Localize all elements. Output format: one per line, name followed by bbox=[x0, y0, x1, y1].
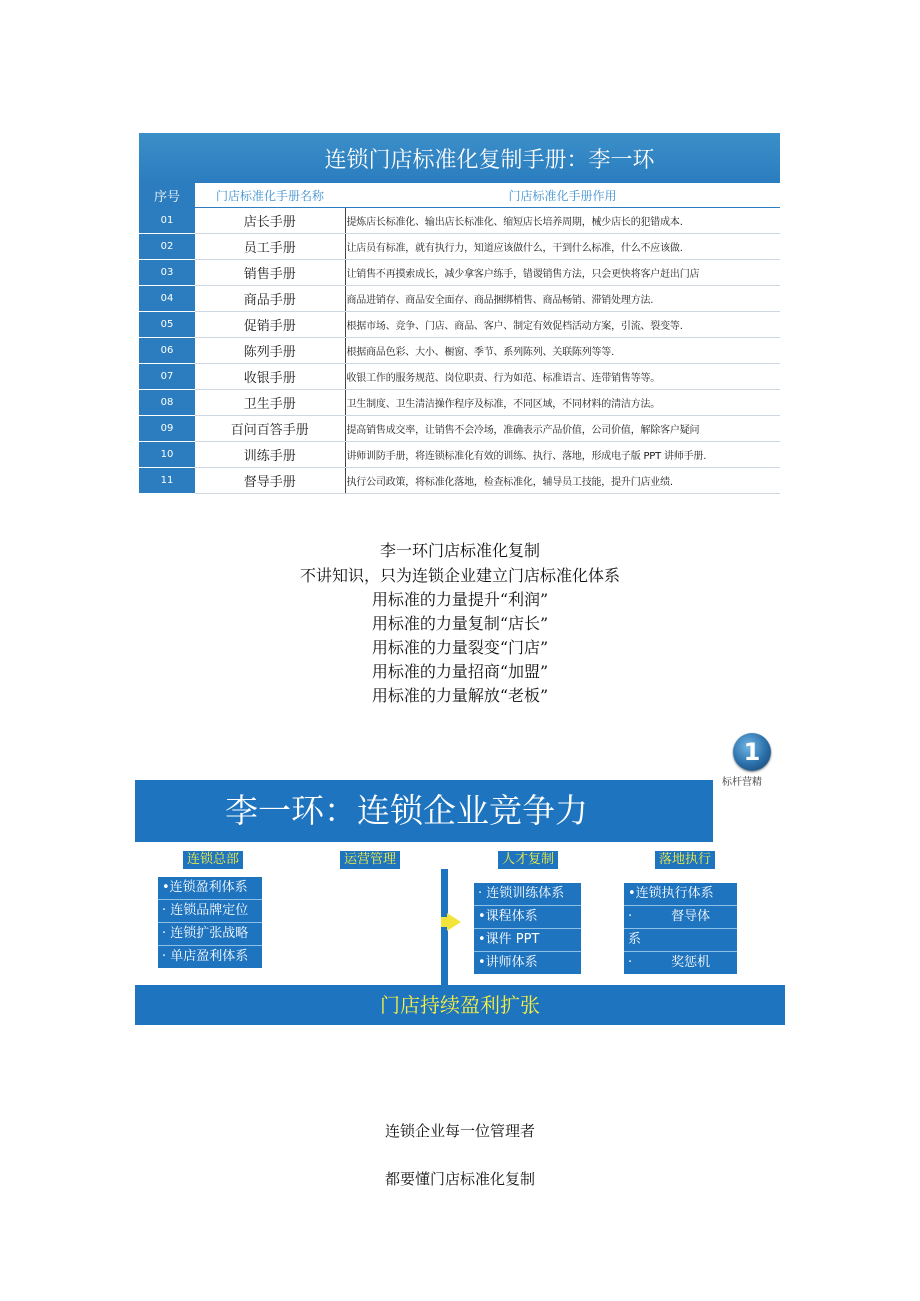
row-manual-use: 卫生制度、卫生清洁操作程序及标准，不同区域，不同材料的清洁方法。 bbox=[345, 390, 780, 416]
row-manual-name: 店长手册 bbox=[195, 208, 345, 234]
row-manual-name: 商品手册 bbox=[195, 286, 345, 312]
closing-line: 都要懂门店标准化复制 bbox=[384, 1170, 535, 1188]
column-label-execution: 落地执行 bbox=[655, 851, 715, 869]
row-manual-name: 促销手册 bbox=[195, 312, 345, 338]
table-row bbox=[139, 338, 780, 364]
header-use: 门店标准化手册作用 bbox=[345, 183, 780, 208]
intro-line: 用标准的力量解放“老板” bbox=[371, 686, 549, 705]
box-talent bbox=[474, 883, 581, 974]
closing-line: 连锁企业每一位管理者 bbox=[384, 1122, 535, 1140]
row-number: 02 bbox=[139, 234, 195, 260]
intro-line: 用标准的力量复制“店长” bbox=[371, 614, 549, 633]
diagram-title: 李一环：连锁企业竞争力 bbox=[135, 780, 713, 842]
box-item: · 连锁训练体系 bbox=[474, 883, 581, 906]
table-header-row bbox=[139, 183, 780, 208]
box-item: 系 bbox=[624, 929, 737, 952]
row-manual-name: 百问百答手册 bbox=[195, 416, 345, 442]
number-badge-icon: 1 bbox=[733, 733, 771, 771]
table-row bbox=[139, 286, 780, 312]
row-number: 11 bbox=[139, 468, 195, 494]
row-manual-use: 执行公司政策，将标准化落地，检查标准化，辅导员工技能，提升门店业绩. bbox=[345, 468, 780, 494]
row-manual-name: 督导手册 bbox=[195, 468, 345, 494]
row-manual-use: 提炼店长标准化、输出店长标准化、缩短店长培养周期，械少店长的犯错成本. bbox=[345, 208, 780, 234]
row-manual-name: 收银手册 bbox=[195, 364, 345, 390]
box-item: •课程体系 bbox=[474, 906, 581, 929]
row-number: 06 bbox=[139, 338, 195, 364]
row-number: 09 bbox=[139, 416, 195, 442]
table-title-row bbox=[139, 133, 780, 183]
table-title: 连锁门店标准化复制手册：李一环 bbox=[139, 133, 780, 183]
intro-line: 用标准的力量提升“利润” bbox=[371, 590, 549, 609]
header-no: 序号 bbox=[139, 183, 195, 208]
row-number: 08 bbox=[139, 390, 195, 416]
table-row bbox=[139, 364, 780, 390]
row-number: 10 bbox=[139, 442, 195, 468]
row-manual-name: 销售手册 bbox=[195, 260, 345, 286]
intro-line: 李一环门店标准化复制 bbox=[379, 541, 540, 560]
intro-line: 用标准的力量招商“加盟” bbox=[371, 662, 549, 681]
table-body bbox=[139, 208, 780, 494]
box-item: •课件 PPT bbox=[474, 929, 581, 952]
row-manual-use: 让销售不再摸索成长，减少拿客户练手，错谡销售方法，只会更快将客户赶出门店 bbox=[345, 260, 780, 286]
column-label-talent: 人才复制 bbox=[498, 851, 558, 869]
box-item: · 连锁扩张战略 bbox=[158, 923, 262, 946]
box-item: · 连锁品牌定位 bbox=[158, 900, 262, 923]
manual-table bbox=[139, 133, 780, 494]
row-number: 03 bbox=[139, 260, 195, 286]
box-item: •讲师体系 bbox=[478, 955, 538, 970]
intro-line: 用标准的力量裂变“门店” bbox=[371, 638, 549, 657]
box-item: •连锁执行体系 bbox=[624, 883, 737, 906]
row-manual-use: 讲师训防手册，将连锁标准化有效的训练、执行、落地，形成电子版 PPT 讲师手册. bbox=[345, 442, 780, 468]
row-manual-use: 商品进销存、商品安全面存、商品捆绑梢售、商品畅销、滞销处理方法. bbox=[345, 286, 780, 312]
row-manual-name: 陈列手册 bbox=[195, 338, 345, 364]
row-number: 01 bbox=[139, 208, 195, 234]
row-manual-name: 员工手册 bbox=[195, 234, 345, 260]
table-row bbox=[139, 468, 780, 494]
row-number: 05 bbox=[139, 312, 195, 338]
table-row bbox=[139, 416, 780, 442]
box-item: · 奖惩机 bbox=[628, 955, 711, 970]
table-row bbox=[139, 208, 780, 234]
table-row bbox=[139, 390, 780, 416]
row-number: 07 bbox=[139, 364, 195, 390]
box-hq bbox=[158, 877, 262, 968]
header-name: 门店标准化手册名称 bbox=[195, 183, 345, 208]
intro-line: 不讲知识，只为连锁企业建立门店标准化体系 bbox=[299, 566, 620, 585]
box-execution bbox=[624, 883, 737, 974]
row-manual-use: 提高销售成交率，让销售不会冷场，准确表示产品价值，公司价值，解除客户疑问 bbox=[345, 416, 780, 442]
row-manual-name: 训练手册 bbox=[195, 442, 345, 468]
box-item: · 单店盈利体系 bbox=[162, 949, 249, 964]
row-manual-use: 让店员有标准，就有执行力，知道应该做什么，干到什么标准，什么不应该做. bbox=[345, 234, 780, 260]
column-label-hq: 连锁总部 bbox=[183, 851, 243, 869]
table-row bbox=[139, 260, 780, 286]
arrow-right-icon bbox=[447, 913, 461, 931]
row-manual-use: 收银工作的服务规范、岗位职责、行为如范、标准语言、连带销售等等。 bbox=[345, 364, 780, 390]
box-item: · 督导体 bbox=[624, 906, 737, 929]
table-row bbox=[139, 234, 780, 260]
row-manual-name: 卫生手册 bbox=[195, 390, 345, 416]
column-label-operations: 运营管理 bbox=[340, 851, 400, 869]
row-number: 04 bbox=[139, 286, 195, 312]
table-row bbox=[139, 442, 780, 468]
row-manual-use: 根据市场、竞争、门店、商品、客户、制定有效促档活动方案，引流、裂变等. bbox=[345, 312, 780, 338]
table-row bbox=[139, 312, 780, 338]
badge-label: 标杆营精 bbox=[722, 777, 762, 788]
diagram-footer: 门店持续盈利扩张 bbox=[135, 985, 785, 1025]
box-item: •连锁盈利体系 bbox=[158, 877, 262, 900]
row-manual-use: 根据商品色彩、大小、橱窗、季节、系列陈列、关联陈列等等. bbox=[345, 338, 780, 364]
